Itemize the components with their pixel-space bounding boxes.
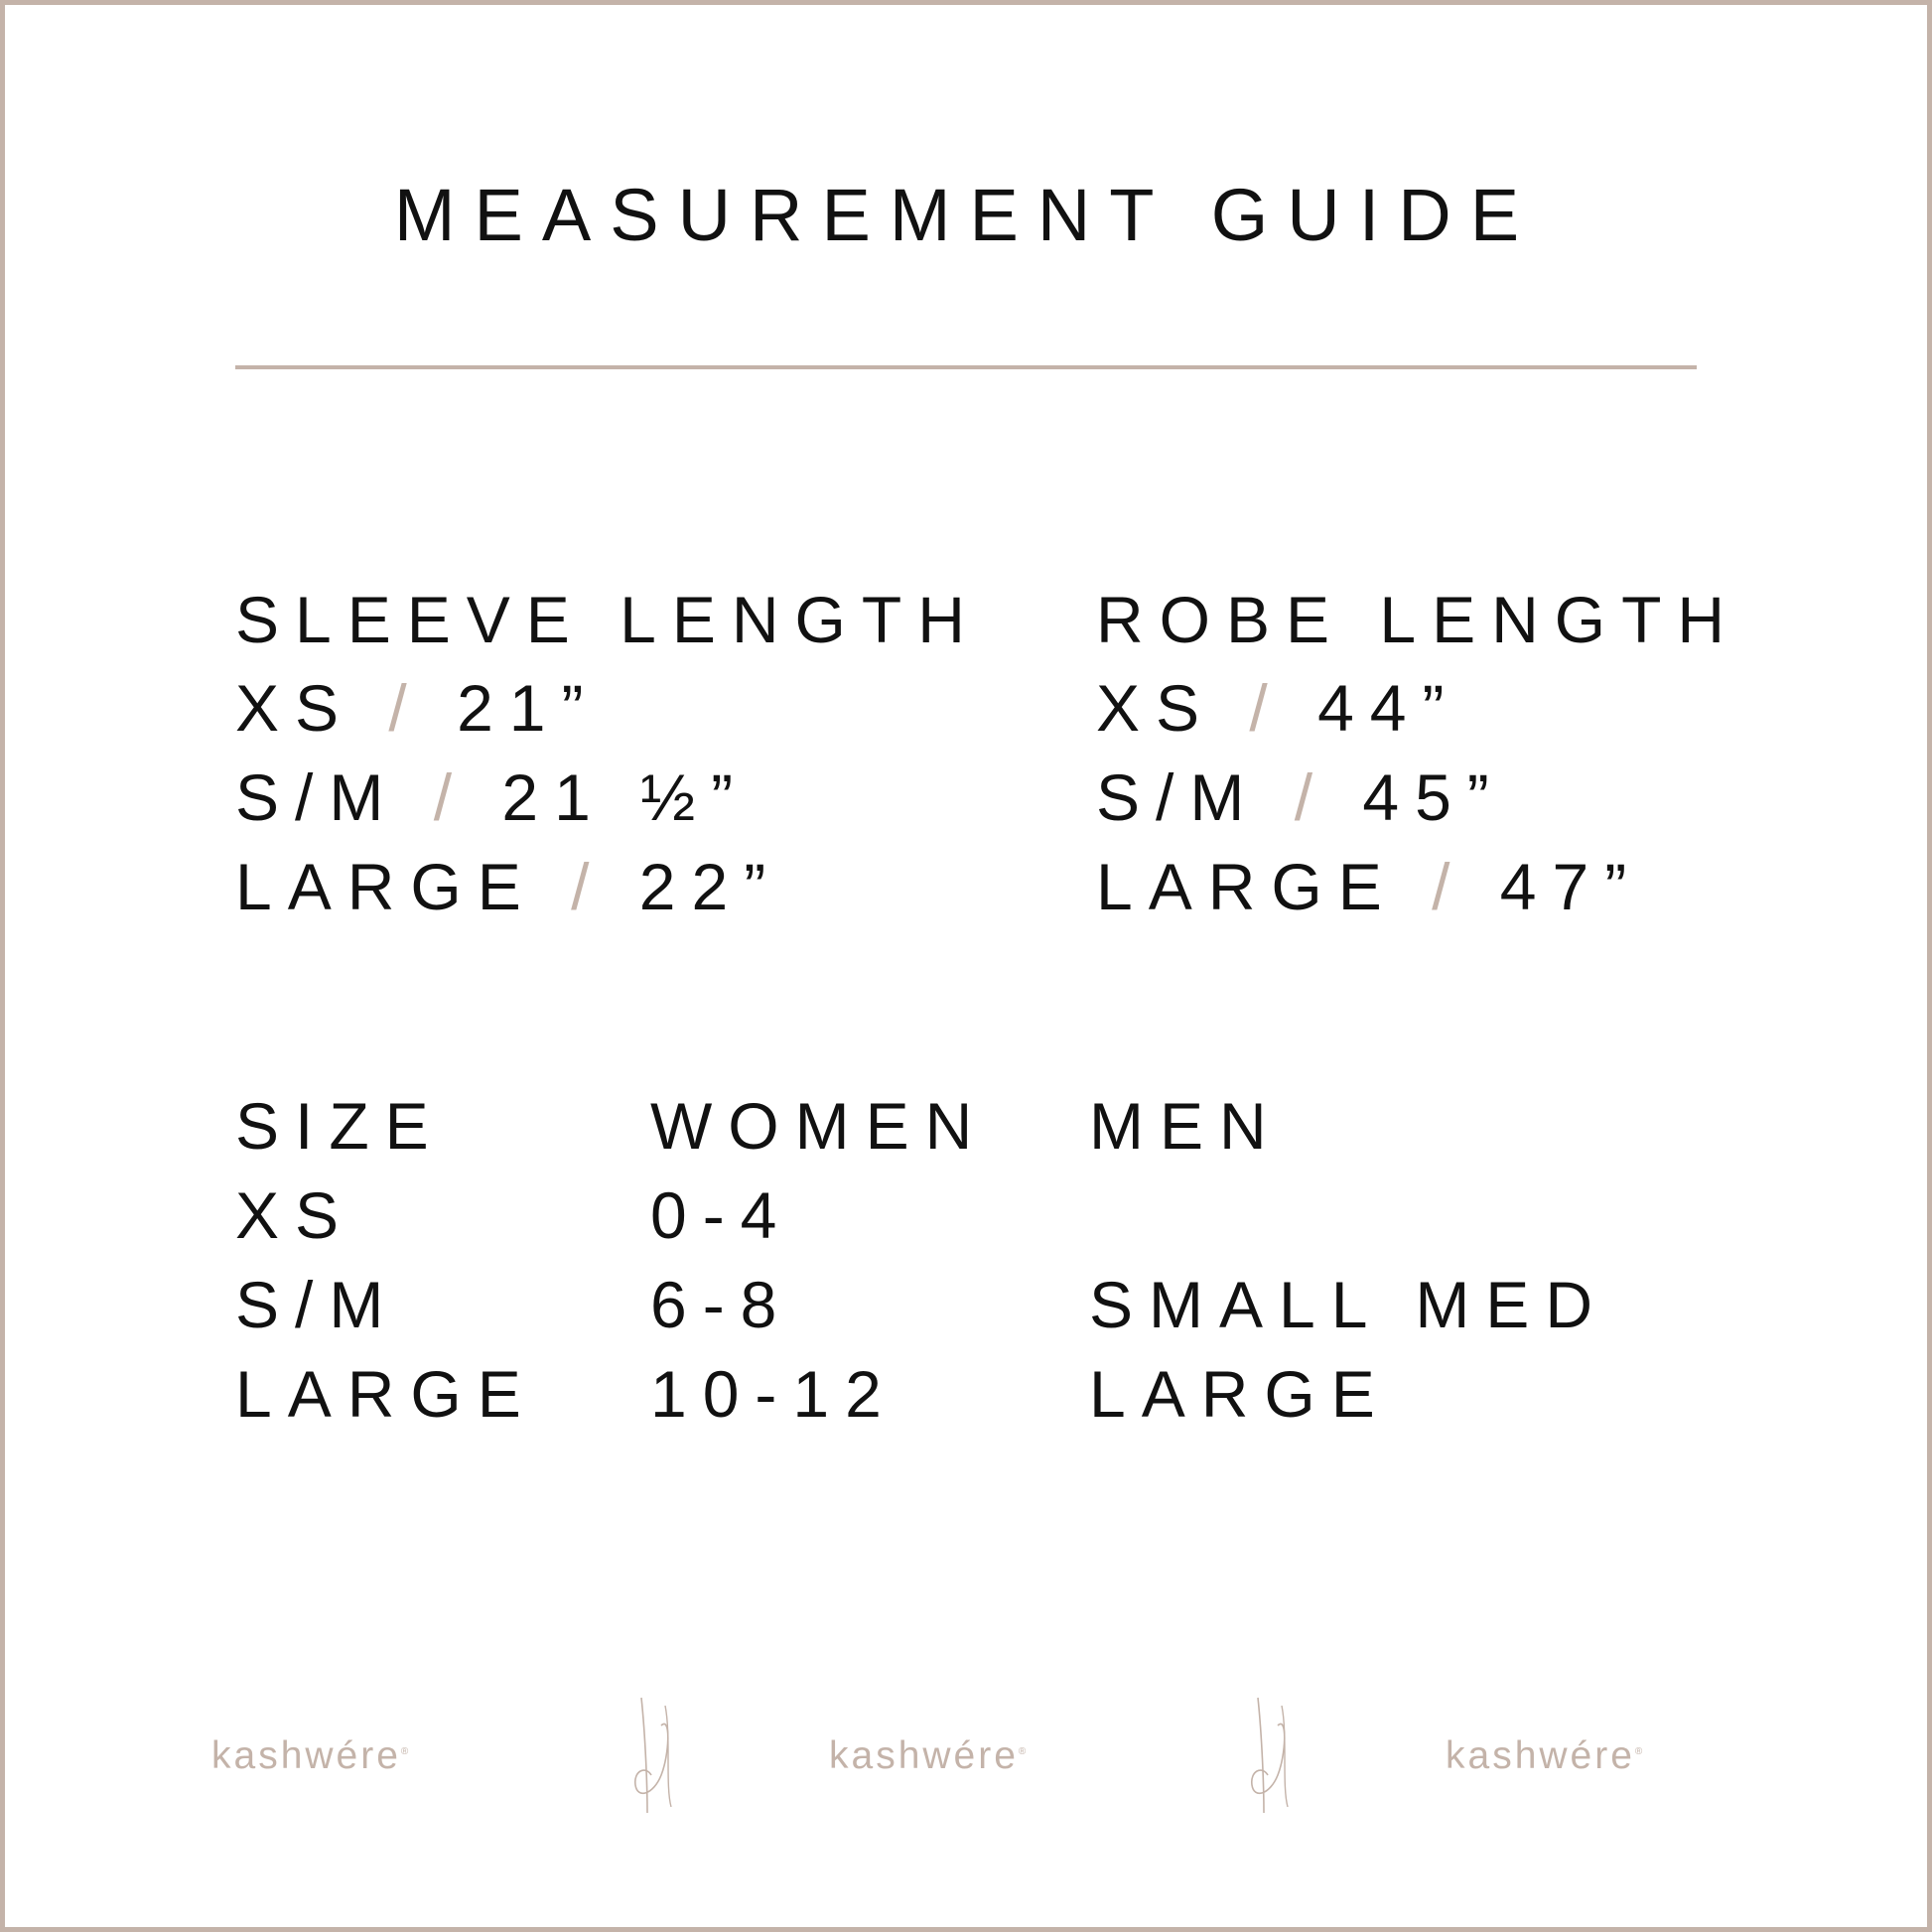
brand-wordmark: kashwére — [211, 1734, 401, 1777]
table-cell-men: SMALL MED — [1089, 1268, 1608, 1341]
title-divider — [235, 365, 1697, 369]
kashwere-monogram-icon — [631, 1696, 681, 1815]
kashwere-monogram-icon — [1248, 1696, 1298, 1815]
sleeve-length-heading: SLEEVE LENGTH — [235, 583, 981, 656]
measurement-value: 44” — [1317, 671, 1460, 745]
table-cell-size: S/M — [235, 1268, 400, 1341]
measurement-value: 45” — [1362, 760, 1505, 834]
robe-length-heading: ROBE LENGTH — [1096, 583, 1741, 656]
table-cell-size: LARGE — [235, 1357, 537, 1431]
brand-wordmark: kashwére — [1446, 1734, 1635, 1777]
table-cell-size: XS — [235, 1178, 355, 1252]
size-label: LARGE — [235, 850, 537, 923]
separator: / — [1294, 760, 1329, 834]
separator: / — [1432, 850, 1466, 923]
separator: / — [388, 671, 423, 745]
size-label: XS — [235, 671, 355, 745]
measurement-value: 21” — [457, 671, 600, 745]
robe-row-large — [1096, 847, 1642, 926]
separator: / — [571, 850, 606, 923]
separator: / — [433, 760, 469, 834]
sleeve-row-xs — [235, 668, 599, 748]
robe-row-xs — [1096, 668, 1459, 748]
men-column-header: MEN — [1089, 1089, 1283, 1163]
table-cell-women: 0-4 — [650, 1178, 793, 1252]
robe-row-sm — [1096, 758, 1505, 837]
table-cell-men: LARGE — [1089, 1357, 1391, 1431]
brand-logo — [829, 1727, 1026, 1781]
brand-wordmark: kashwére — [829, 1734, 1019, 1777]
size-column-header: SIZE — [235, 1089, 445, 1163]
page-title: MEASUREMENT GUIDE — [393, 174, 1539, 256]
table-cell-women: 6-8 — [650, 1268, 793, 1341]
measurement-value: 47” — [1499, 850, 1643, 923]
brand-logo — [211, 1727, 408, 1781]
registered-mark: ® — [400, 1746, 409, 1757]
size-label: S/M — [235, 760, 400, 834]
sleeve-row-sm — [235, 758, 749, 837]
sleeve-row-large — [235, 847, 781, 926]
brand-logo — [1446, 1727, 1642, 1781]
separator: / — [1249, 671, 1284, 745]
size-label: LARGE — [1096, 850, 1398, 923]
registered-mark: ® — [1634, 1746, 1643, 1757]
women-column-header: WOMEN — [650, 1089, 989, 1163]
registered-mark: ® — [1018, 1746, 1027, 1757]
measurement-value: 21 ½” — [501, 760, 750, 834]
size-label: S/M — [1096, 760, 1261, 834]
table-cell-women: 10-12 — [650, 1357, 897, 1431]
size-label: XS — [1096, 671, 1216, 745]
measurement-value: 22” — [638, 850, 782, 923]
